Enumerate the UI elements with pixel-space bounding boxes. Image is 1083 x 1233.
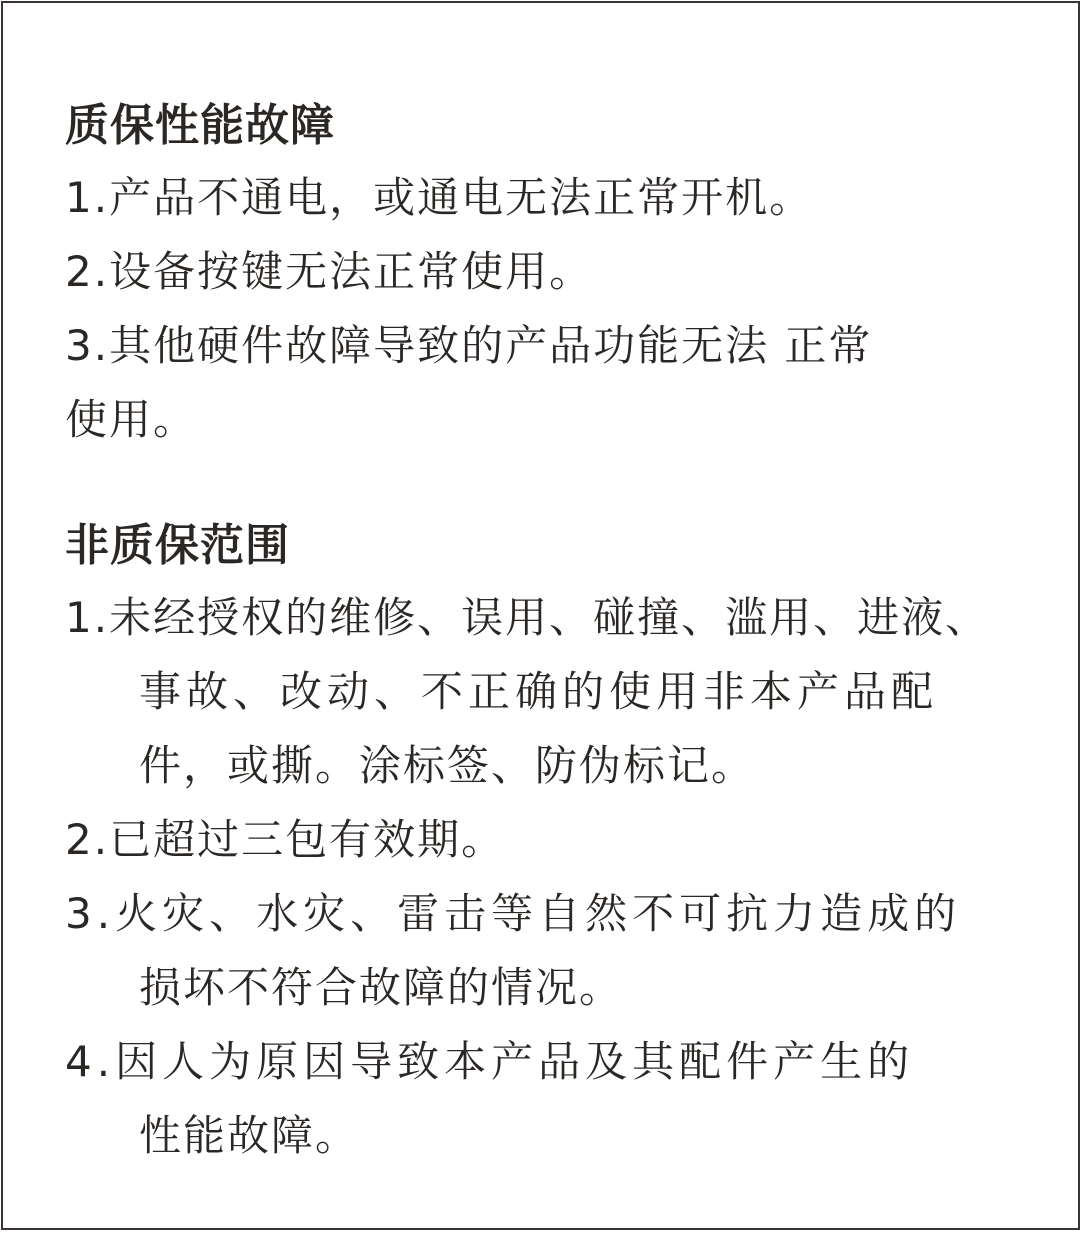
warranty-item-1: 1.产品不通电，或通电无法正常开机。 [65, 173, 814, 222]
non-warranty-item-4-continued: 性能故障。 [139, 1111, 360, 1160]
warranty-item-2: 2.设备按键无法正常使用。 [65, 247, 594, 296]
non-warranty-item-4: 4.因人为原因导致本产品及其配件产生的 [65, 1037, 915, 1086]
document-content [65, 91, 1055, 1173]
non-warranty-item-2: 2.已超过三包有效期。 [65, 815, 506, 864]
non-warranty-section [65, 511, 1055, 1173]
non-warranty-item-1-continued-2: 件，或撕。涂标签、防伪标记。 [139, 741, 756, 790]
non-warranty-item-3: 3.火灾、水灾、雷击等自然不可抗力造成的 [65, 889, 962, 938]
non-warranty-item-1: 1.未经授权的维修、误用、碰撞、滥用、进液、 [65, 593, 990, 642]
section-gap [65, 457, 1055, 511]
warranty-item-3-continued: 使用。 [65, 395, 198, 444]
non-warranty-title: 非质保范围 [65, 520, 290, 571]
warranty-section [65, 91, 1055, 457]
warranty-item-3: 3.其他硬件故障导致的产品功能无法 正常 [65, 321, 873, 370]
non-warranty-item-3-continued: 损坏不符合故障的情况。 [139, 963, 624, 1012]
warranty-title: 质保性能故障 [65, 100, 335, 151]
document-frame [1, 1, 1080, 1230]
non-warranty-item-1-continued: 事故、改动、不正确的使用非本产品配 [139, 667, 939, 716]
